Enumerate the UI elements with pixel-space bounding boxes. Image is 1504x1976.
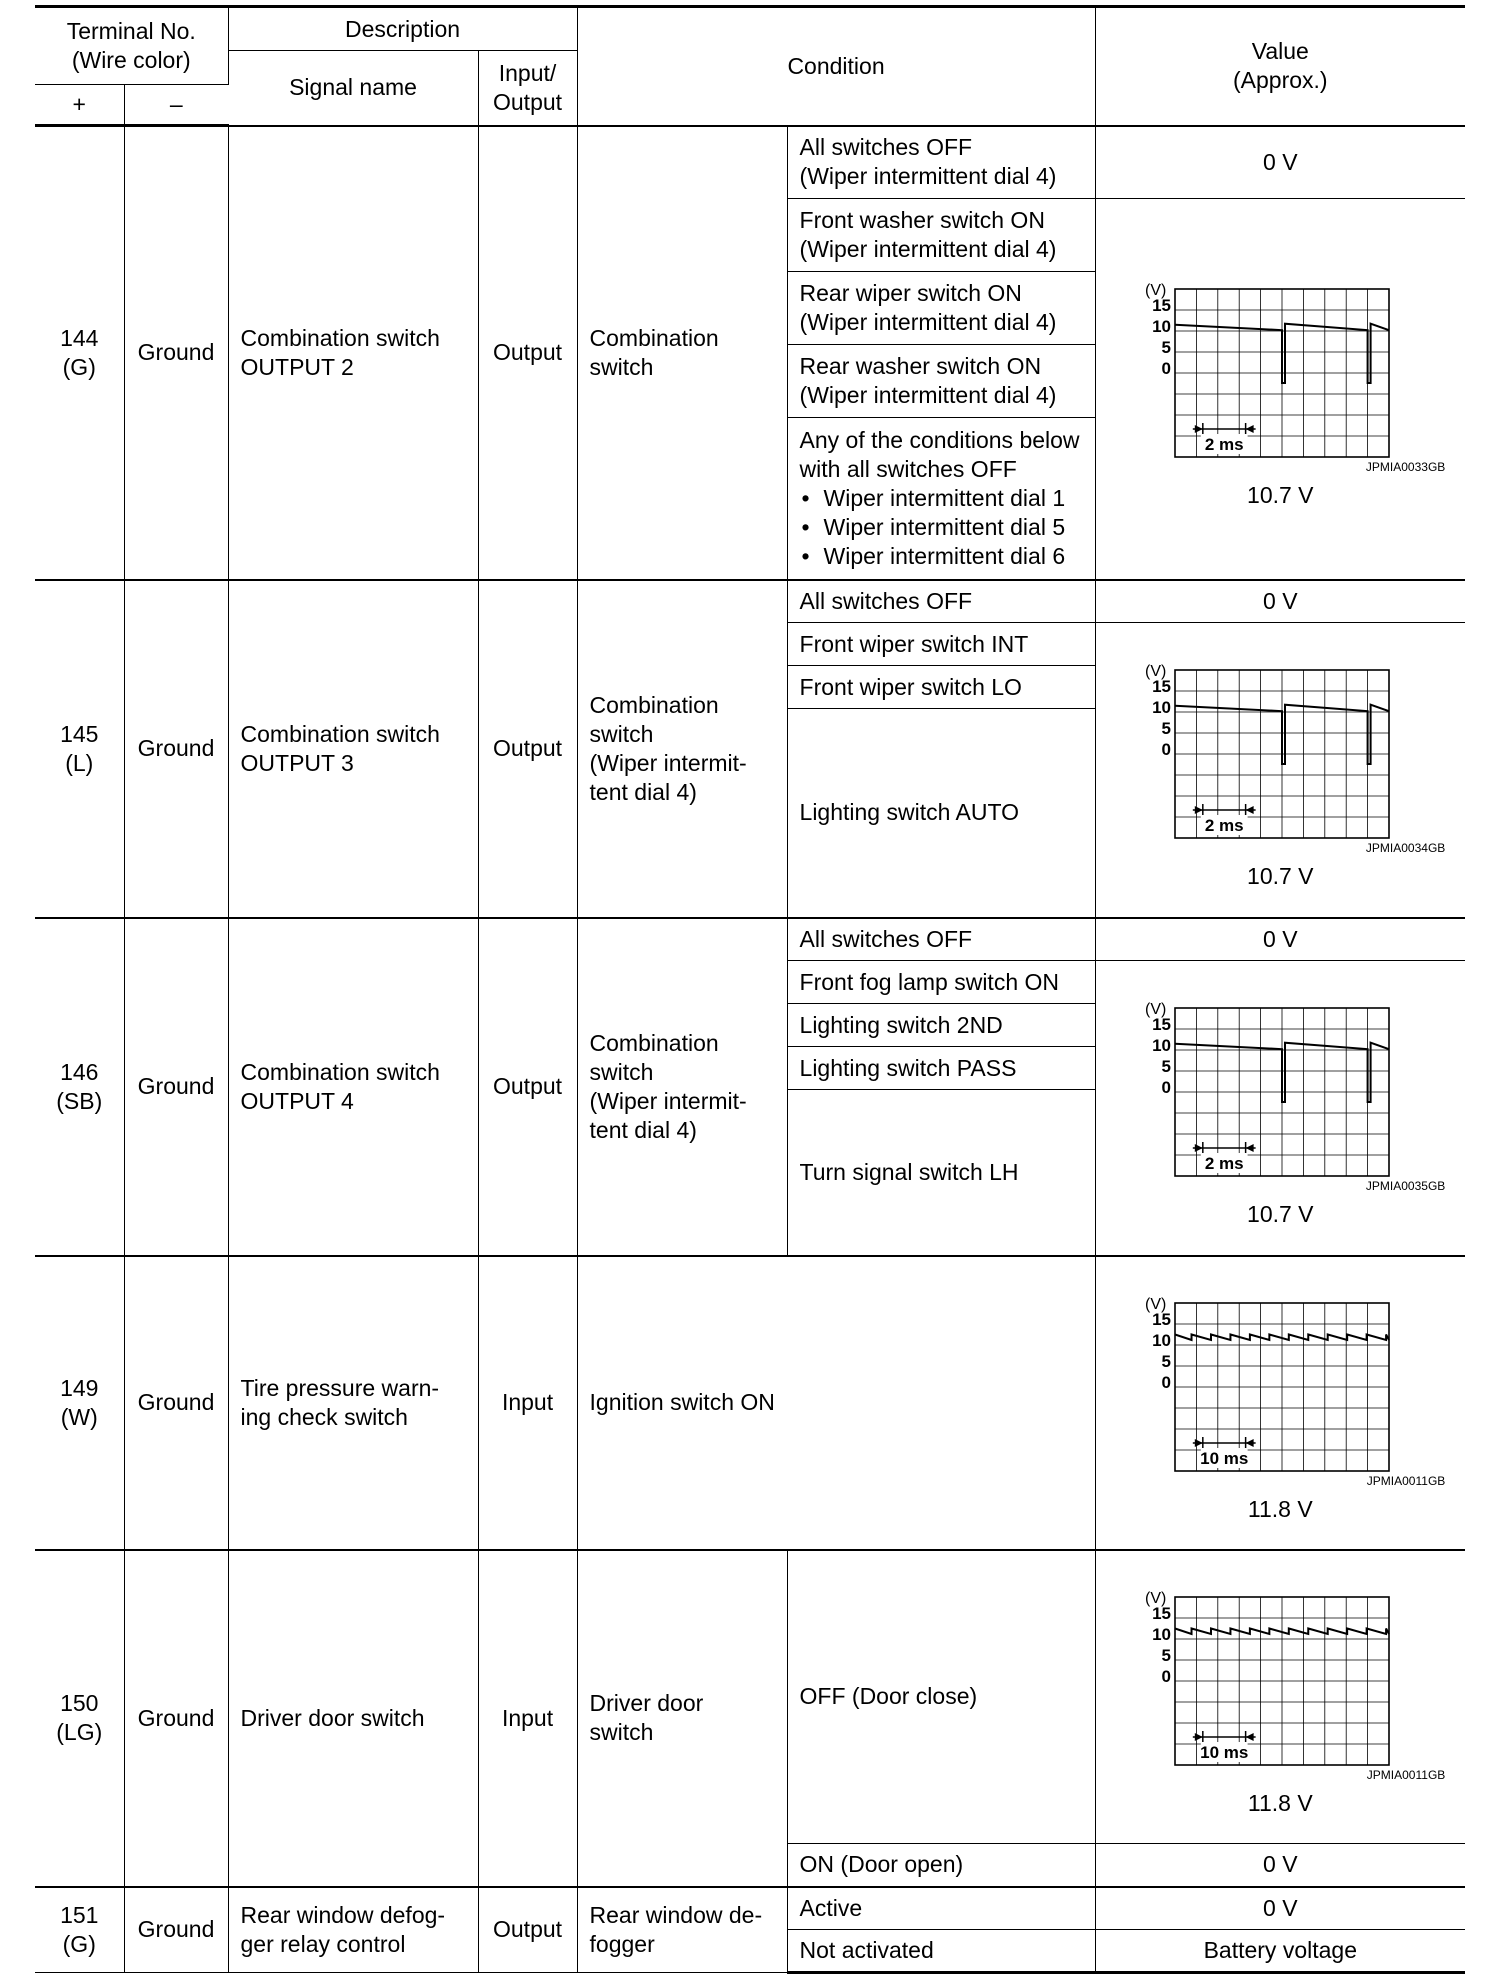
waveform-chart [1115,986,1445,1196]
tick-label: 0 [1161,740,1172,760]
cond-146-3: Lighting switch 2ND [787,1004,1095,1047]
value-146-wave [1095,961,1465,1256]
cond-144-4: Rear washer switch ON (Wiper intermittent dial 4) [787,345,1095,418]
time-label: 2 ms [1205,816,1244,836]
tick-label: 10 [1152,1036,1172,1056]
ground-150: Ground [124,1550,228,1887]
unit-label: (V) [1145,282,1167,300]
tick-label: 15 [1152,1310,1172,1329]
cond-151-2: Not activated [787,1930,1095,1973]
signal-149: Tire pressure warn- ing check switch [228,1256,478,1550]
io-146: Output [478,918,577,1256]
waveform-value: 10.7 V [1247,1201,1314,1228]
tick-label: 15 [1152,677,1172,697]
ground-149: Ground [124,1256,228,1550]
io-144: Output [478,126,577,580]
header-minus: – [124,85,228,126]
tick-label: 5 [1161,1057,1172,1077]
terminal-146: 146 (SB) [35,918,124,1256]
cond-main-150: Driver door switch [577,1550,787,1887]
signal-150: Driver door switch [228,1550,478,1887]
terminal-149: 149 (W) [35,1256,124,1550]
io-150: Input [478,1550,577,1887]
table-row [35,126,1465,199]
value-150-wave [1095,1550,1465,1844]
io-149: Input [478,1256,577,1550]
table-row [35,918,1465,961]
header-value: Value (Approx.) [1095,7,1465,126]
value-151-2: Battery voltage [1095,1930,1465,1973]
cond-145-2: Front wiper switch INT [787,623,1095,666]
table-row [35,1256,1465,1550]
figure-code: JPMIA0033GB [1365,460,1446,475]
signal-144: Combination switch OUTPUT 2 [228,126,478,580]
ground-146: Ground [124,918,228,1256]
table-row [35,1887,1465,1930]
unit-label: (V) [1145,663,1167,681]
terminal-150: 150 (LG) [35,1550,124,1887]
table-row [35,580,1465,623]
cond-144-2: Front washer switch ON (Wiper intermittent dial 4) [787,199,1095,272]
tick-label: 5 [1161,1352,1172,1371]
io-151: Output [478,1887,577,1973]
value-150-on: 0 V [1095,1844,1465,1887]
tick-label: 15 [1152,1015,1172,1035]
header-terminal: Terminal No. (Wire color) [35,7,228,85]
waveform-chart [1115,648,1445,858]
waveform-chart [1115,1281,1445,1491]
unit-label: (V) [1145,1296,1167,1313]
terminal-145: 145 (L) [35,580,124,918]
cond-144-3: Rear wiper switch ON (Wiper intermittent dial 4) [787,272,1095,345]
cond-150-2: ON (Door open) [787,1844,1095,1887]
tick-label: 10 [1152,1625,1172,1645]
ground-144: Ground [124,126,228,580]
tick-label: 0 [1161,359,1172,379]
cond-145-1: All switches OFF [787,580,1095,623]
cond-146-1: All switches OFF [787,918,1095,961]
tick-label: 5 [1161,719,1172,739]
tick-label: 0 [1161,1373,1172,1392]
cond-146-2: Front fog lamp switch ON [787,961,1095,1004]
value-149-wave [1095,1256,1465,1550]
ground-151: Ground [124,1887,228,1973]
header-description: Description [228,7,577,51]
figure-code: JPMIA0011GB [1366,1768,1446,1783]
waveform-value: 10.7 V [1247,482,1314,509]
tick-label: 0 [1161,1078,1172,1098]
cond-145-3: Front wiper switch LO [787,666,1095,709]
waveform-value: 11.8 V [1247,1790,1313,1817]
waveform-chart [1115,267,1445,477]
figure-code: JPMIA0034GB [1365,841,1446,856]
value-151-1: 0 V [1095,1887,1465,1930]
tick-label: 0 [1161,1667,1172,1687]
cond-146-4: Lighting switch PASS [787,1047,1095,1090]
signal-145: Combination switch OUTPUT 3 [228,580,478,918]
figure-code: JPMIA0011GB [1366,1474,1446,1488]
cond-main-144: Combination switch [577,126,787,580]
tick-label: 10 [1152,317,1172,337]
value-146-off: 0 V [1095,918,1465,961]
value-144-wave [1095,199,1465,580]
time-label: 10 ms [1200,1449,1249,1468]
tick-label: 10 [1152,1331,1172,1350]
cond-main-146: Combination switch (Wiper intermit- tent dial 4) [577,918,787,1256]
tick-label: 10 [1152,698,1172,718]
terminal-table [35,5,1465,1974]
io-145: Output [478,580,577,918]
cond-main-145: Combination switch (Wiper intermit- tent dial 4) [577,580,787,918]
terminal-151: 151 (G) [35,1887,124,1973]
cond-151-1: Active [787,1887,1095,1930]
tick-label: 5 [1161,1646,1172,1666]
ground-145: Ground [124,580,228,918]
table-row [35,1550,1465,1844]
time-label: 2 ms [1205,1154,1244,1174]
tick-label: 15 [1152,296,1172,316]
cond-main-149: Ignition switch ON [577,1256,1095,1550]
cond-main-151: Rear window de- fogger [577,1887,787,1973]
cond-145-4: Lighting switch AUTO [787,709,1095,918]
value-144-off: 0 V [1095,126,1465,199]
signal-146: Combination switch OUTPUT 4 [228,918,478,1256]
waveform-value: 11.8 V [1247,1496,1313,1522]
cond-144-5: Any of the conditions below with all switches OFF • Wiper intermittent dial 1 • Wiper intermittent dial 5 • Wiper intermittent dial 6 [787,418,1095,580]
tick-label: 5 [1161,338,1172,358]
unit-label: (V) [1145,1590,1167,1608]
waveform-value: 10.7 V [1247,863,1314,890]
time-label: 10 ms [1200,1743,1249,1763]
unit-label: (V) [1145,1001,1167,1019]
value-145-wave [1095,623,1465,918]
cond-150-1: OFF (Door close) [787,1550,1095,1844]
terminal-144: 144 (G) [35,126,124,580]
header-input-output: Input/ Output [478,51,577,126]
tick-label: 15 [1152,1604,1172,1624]
header-plus: + [35,85,124,126]
signal-151: Rear window defog- ger relay control [228,1887,478,1973]
waveform-chart [1115,1575,1445,1785]
time-label: 2 ms [1205,435,1244,455]
value-145-off: 0 V [1095,580,1465,623]
header-signal-name: Signal name [228,51,478,126]
cond-146-5: Turn signal switch LH [787,1090,1095,1256]
cond-144-1: All switches OFF (Wiper intermittent dial 4) [787,126,1095,199]
figure-code: JPMIA0035GB [1365,1179,1446,1194]
header-condition: Condition [577,7,1095,126]
